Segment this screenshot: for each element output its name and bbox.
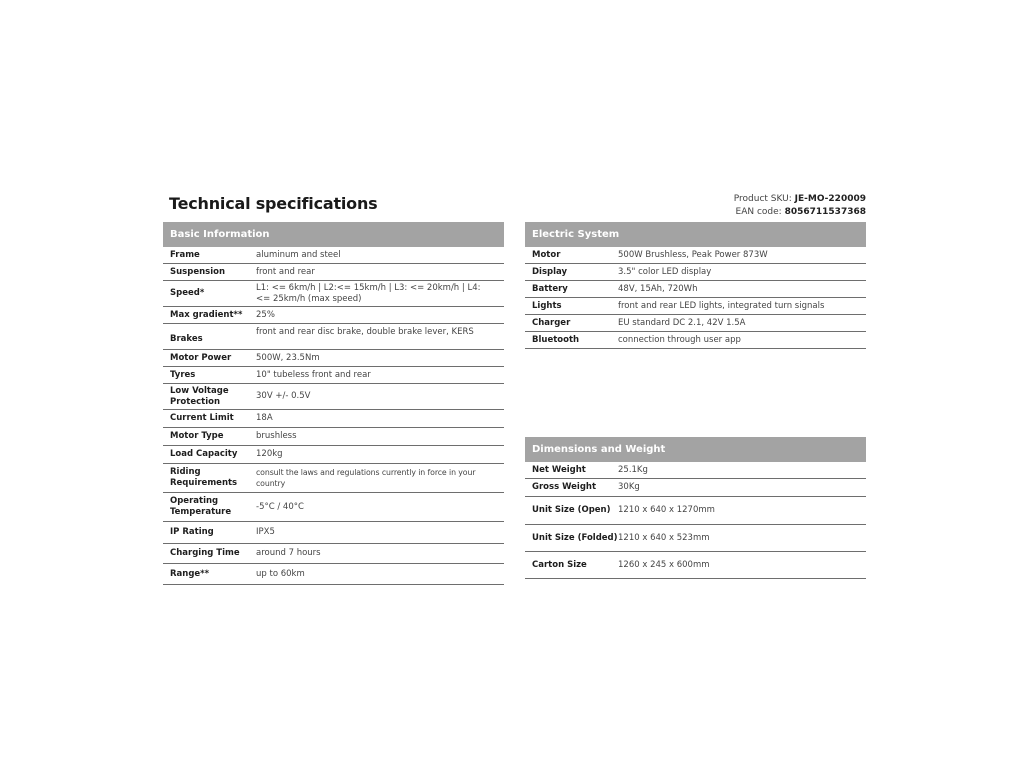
spec-row <box>525 479 866 497</box>
spec-label: Operating Temperature <box>170 496 232 517</box>
spec-label: Load Capacity <box>170 449 238 459</box>
spec-row <box>163 428 504 446</box>
spec-row <box>525 315 866 332</box>
spec-label: Range** <box>170 568 210 579</box>
spec-row <box>163 464 504 493</box>
spec-row <box>525 298 866 315</box>
spec-value: IPX5 <box>256 527 275 537</box>
spec-value: brushless <box>256 431 297 441</box>
spec-row <box>163 247 504 264</box>
spec-label: Frame <box>170 249 200 260</box>
spec-label: Low Voltage Protection <box>170 385 229 407</box>
spec-label: Motor Type <box>170 431 224 441</box>
spec-label: Charger <box>532 317 571 328</box>
spec-value: EU standard DC 2.1, 42V 1.5A <box>618 317 746 328</box>
spec-label: Bluetooth <box>532 334 580 345</box>
page-title: Technical specifications <box>169 194 378 213</box>
spec-row <box>163 350 504 367</box>
sku-value: JE-MO-220009 <box>794 194 866 204</box>
spec-row <box>163 367 504 384</box>
spec-value: 25.1Kg <box>618 464 648 475</box>
spec-value: L1: <= 6km/h | L2:<= 15km/h | L3: <= 20km/h | L4: <= 25km/h (max speed) <box>256 282 481 304</box>
spec-row <box>163 410 504 428</box>
spec-value: -5°C / 40°C <box>256 501 304 512</box>
product-codes <box>734 193 866 219</box>
spec-value: 1210 x 640 x 523mm <box>618 532 710 543</box>
spec-row <box>163 446 504 464</box>
spec-row <box>163 264 504 281</box>
spec-row <box>525 264 866 281</box>
spec-label: Battery <box>532 283 568 294</box>
section-header: Dimensions and Weight <box>525 437 866 462</box>
spec-label: Motor Power <box>170 352 232 363</box>
spec-row <box>163 384 504 410</box>
spec-label: Carton Size <box>532 559 587 570</box>
spec-row <box>163 493 504 522</box>
sku-label: Product SKU: <box>733 194 792 204</box>
spec-label: Tyres <box>170 369 196 380</box>
spec-label: Unit Size (Folded) <box>532 532 618 543</box>
spec-value: 120kg <box>256 449 283 459</box>
electric-system-table <box>525 222 866 349</box>
spec-value: aluminum and steel <box>256 249 341 260</box>
spec-row <box>525 497 866 525</box>
spec-value: 1210 x 640 x 1270mm <box>618 505 715 515</box>
section-header: Basic Information <box>163 222 504 247</box>
spec-value: 25% <box>256 309 275 320</box>
spec-value: front and rear disc brake, double brake lever, KERS <box>256 327 474 337</box>
dimensions-weight-table <box>525 437 866 579</box>
spec-value: 1260 x 245 x 600mm <box>618 559 710 570</box>
basic-information-table <box>163 222 504 585</box>
spec-row <box>525 247 866 264</box>
spec-row <box>163 522 504 544</box>
spec-row <box>163 564 504 585</box>
spec-label: Lights <box>532 300 562 311</box>
spec-value: around 7 hours <box>256 548 321 558</box>
spec-label: IP Rating <box>170 527 214 537</box>
spec-label: Display <box>532 266 568 277</box>
spec-value: 500W Brushless, Peak Power 873W <box>618 249 768 260</box>
spec-row <box>525 462 866 479</box>
spec-label: Riding Requirements <box>170 467 238 488</box>
spec-label: Unit Size (Open) <box>532 505 611 515</box>
spec-value: connection through user app <box>618 334 741 345</box>
spec-value: 30Kg <box>618 482 640 492</box>
spec-row <box>525 552 866 579</box>
spec-label: Net Weight <box>532 464 586 475</box>
sku-line <box>734 193 866 206</box>
spec-label: Current Limit <box>170 413 234 423</box>
spec-row <box>525 281 866 298</box>
spec-row <box>163 307 504 324</box>
spec-value: up to 60km <box>256 568 305 579</box>
spec-label: Motor <box>532 249 561 260</box>
spec-value: consult the laws and regulations currently in force in your country <box>256 468 476 488</box>
spec-label: Max gradient** <box>170 309 243 320</box>
ean-line <box>734 206 866 219</box>
spec-value: 10" tubeless front and rear <box>256 369 371 380</box>
spec-row <box>163 281 504 307</box>
ean-label: EAN code: <box>735 207 782 217</box>
spec-value: 18A <box>256 413 273 423</box>
spec-label: Gross Weight <box>532 482 597 492</box>
section-header: Electric System <box>525 222 866 247</box>
spec-value: front and rear <box>256 266 315 277</box>
spec-value: 48V, 15Ah, 720Wh <box>618 283 698 294</box>
spec-value: 500W, 23.5Nm <box>256 352 320 363</box>
spec-row <box>525 525 866 552</box>
spec-label: Suspension <box>170 266 225 277</box>
spec-label: Charging Time <box>170 548 240 558</box>
spec-label: Speed* <box>170 288 205 298</box>
spec-row <box>525 332 866 349</box>
spec-row <box>163 544 504 564</box>
spec-value: front and rear LED lights, integrated turn signals <box>618 300 825 311</box>
spec-value: 30V +/- 0.5V <box>256 391 311 401</box>
ean-value: 8056711537368 <box>784 207 866 217</box>
spec-value: 3.5" color LED display <box>618 266 712 277</box>
spec-row <box>163 324 504 350</box>
spec-label: Brakes <box>170 334 203 344</box>
